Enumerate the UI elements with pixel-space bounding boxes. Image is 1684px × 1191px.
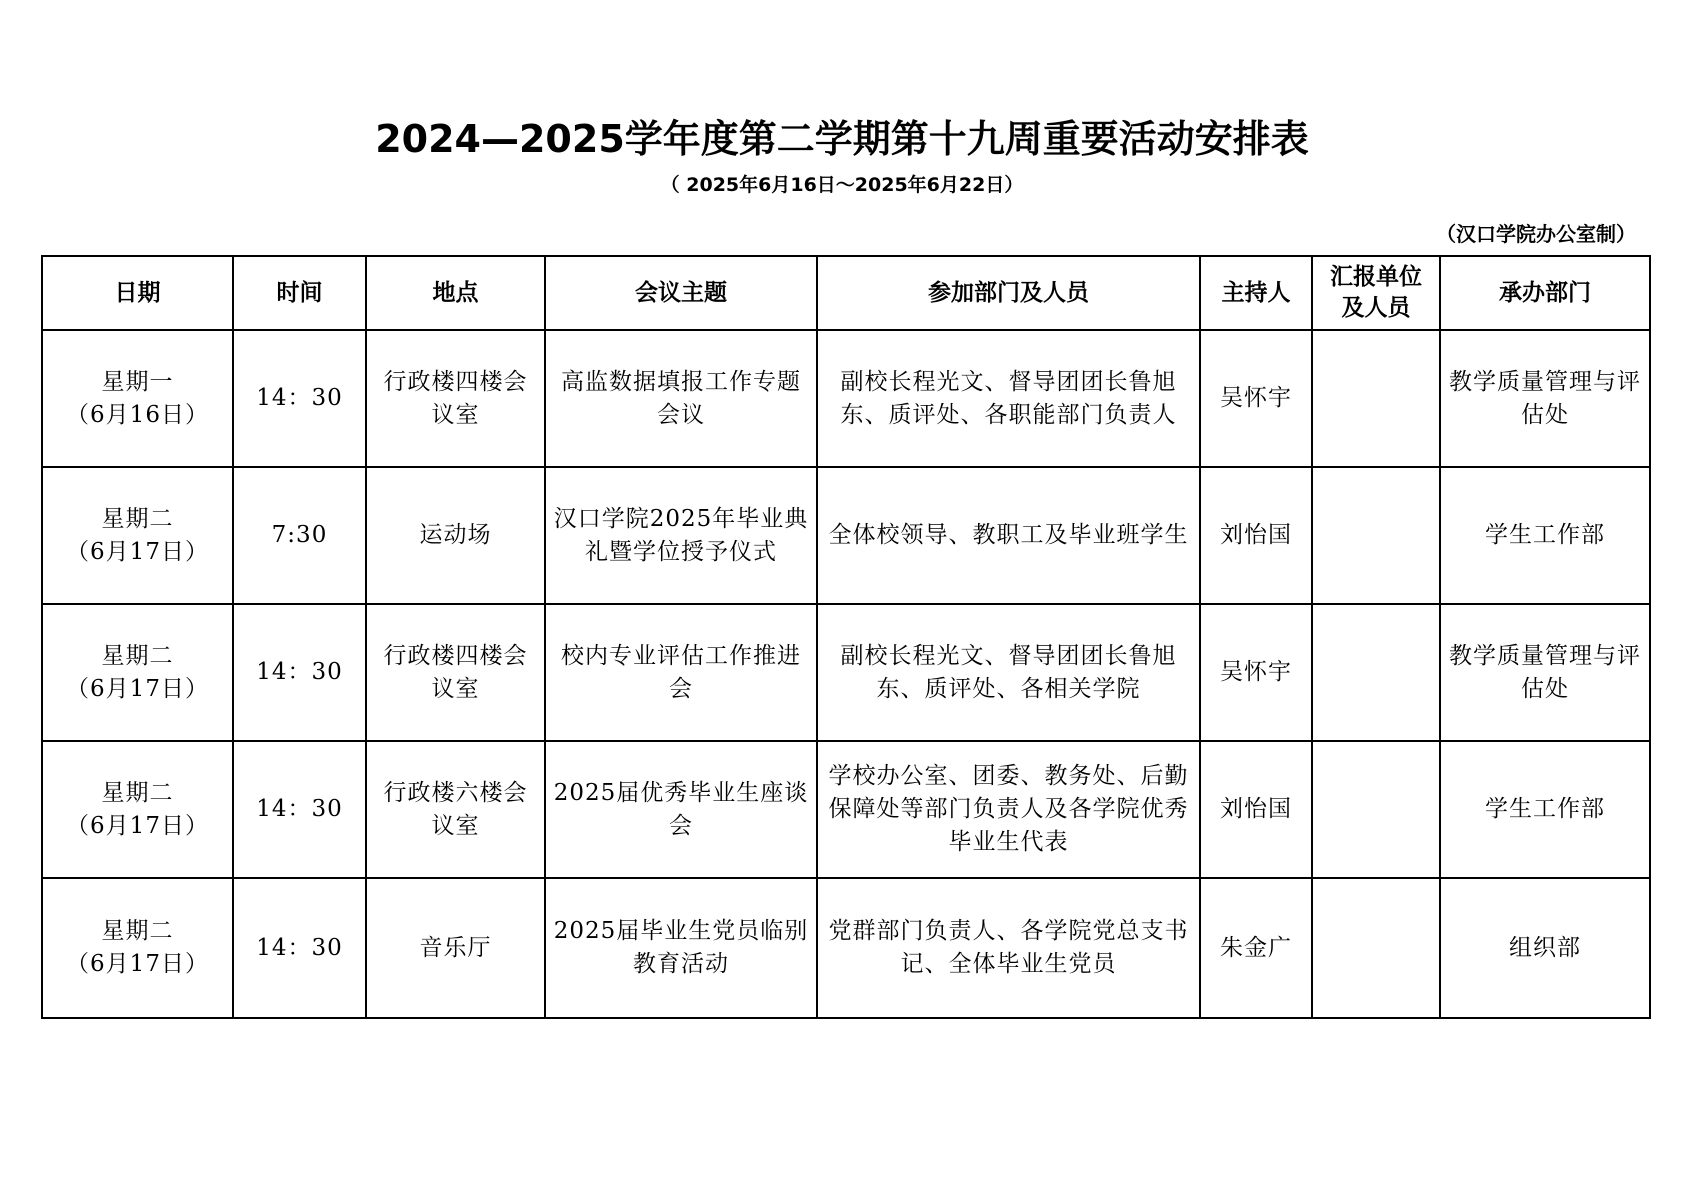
organizer-cell: 教学质量管理与评估处 (1440, 330, 1650, 467)
date-range-subtitle: （ 2025年6月16日～2025年6月22日） (660, 174, 1024, 196)
header-reporter-line1: 汇报单位 (1330, 264, 1422, 290)
header-location: 地点 (366, 256, 545, 330)
schedule-table (41, 255, 1651, 1019)
time-cell: 14：30 (233, 604, 366, 741)
header-reporter (1312, 256, 1440, 330)
page-title: 2024—2025学年度第二学期第十九周重要活动安排表 (375, 117, 1309, 161)
date-cell (42, 604, 233, 741)
organizer-cell: 学生工作部 (1440, 741, 1650, 878)
header-row (42, 256, 1650, 330)
table-row (42, 604, 1650, 741)
date-cell (42, 330, 233, 467)
date: （6月17日） (66, 675, 209, 702)
header-organizer: 承办部门 (1440, 256, 1650, 330)
participants-cell: 副校长程光文、督导团团长鲁旭东、质评处、各职能部门负责人 (817, 330, 1200, 467)
organizer-cell: 组织部 (1440, 878, 1650, 1018)
time-cell: 14：30 (233, 330, 366, 467)
host-cell: 朱金广 (1200, 878, 1312, 1018)
topic-cell: 2025届毕业生党员临别教育活动 (545, 878, 817, 1018)
date: （6月17日） (66, 951, 209, 977)
participants-cell: 学校办公室、团委、教务处、后勤保障处等部门负责人及各学院优秀毕业生代表 (817, 741, 1200, 878)
date-cell (42, 467, 233, 604)
time-cell: 7:30 (233, 467, 366, 604)
weekday: 星期一 (101, 368, 174, 395)
host-cell: 刘怡国 (1200, 467, 1312, 604)
header-topic: 会议主题 (545, 256, 817, 330)
location-cell: 行政楼四楼会议室 (366, 604, 545, 741)
date: （6月16日） (66, 401, 209, 428)
organizer-cell: 学生工作部 (1440, 467, 1650, 604)
date-cell (42, 741, 233, 878)
weekday: 星期二 (101, 642, 174, 669)
location-cell: 音乐厅 (366, 878, 545, 1018)
topic-cell: 校内专业评估工作推进会 (545, 604, 817, 741)
table-row (42, 330, 1650, 467)
topic-cell: 2025届优秀毕业生座谈会 (545, 741, 817, 878)
table-row (42, 741, 1650, 878)
host-cell: 吴怀宇 (1200, 604, 1312, 741)
reporter-cell (1312, 467, 1440, 604)
host-cell: 刘怡国 (1200, 741, 1312, 878)
host-cell: 吴怀宇 (1200, 330, 1312, 467)
header-reporter-line2: 及人员 (1341, 295, 1411, 321)
location-cell: 运动场 (366, 467, 545, 604)
weekday: 星期二 (101, 505, 174, 532)
weekday: 星期二 (101, 918, 174, 944)
issuer-note: （汉口学院办公室制） (1436, 222, 1636, 246)
weekday: 星期二 (101, 779, 174, 806)
header-host: 主持人 (1200, 256, 1312, 330)
date: （6月17日） (66, 812, 209, 839)
header-date: 日期 (42, 256, 233, 330)
date: （6月17日） (66, 538, 209, 565)
table-row (42, 878, 1650, 1018)
location-cell: 行政楼六楼会议室 (366, 741, 545, 878)
header-time: 时间 (233, 256, 366, 330)
reporter-cell (1312, 741, 1440, 878)
header-participants: 参加部门及人员 (817, 256, 1200, 330)
participants-cell: 副校长程光文、督导团团长鲁旭东、质评处、各相关学院 (817, 604, 1200, 741)
location-cell: 行政楼四楼会议室 (366, 330, 545, 467)
reporter-cell (1312, 878, 1440, 1018)
time-cell: 14：30 (233, 741, 366, 878)
date-cell (42, 878, 233, 1018)
participants-cell: 全体校领导、教职工及毕业班学生 (817, 467, 1200, 604)
participants-cell: 党群部门负责人、各学院党总支书记、全体毕业生党员 (817, 878, 1200, 1018)
topic-cell: 高监数据填报工作专题会议 (545, 330, 817, 467)
reporter-cell (1312, 604, 1440, 741)
topic-cell: 汉口学院2025年毕业典礼暨学位授予仪式 (545, 467, 817, 604)
time-cell: 14：30 (233, 878, 366, 1018)
reporter-cell (1312, 330, 1440, 467)
organizer-cell: 教学质量管理与评估处 (1440, 604, 1650, 741)
table-row (42, 467, 1650, 604)
